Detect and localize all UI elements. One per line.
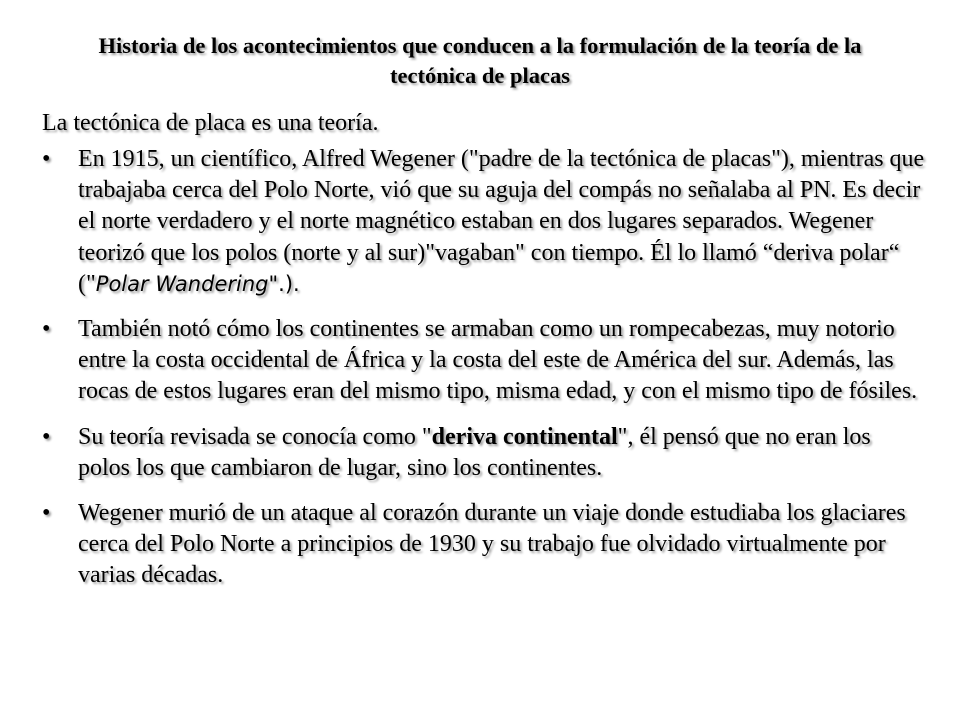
slide-title: Historia de los acontecimientos que conducen a la formulación de la teoría de la tectónica de placas — [98, 33, 862, 88]
bullet-list — [42, 144, 928, 606]
bullet-bold-term: deriva continental — [431, 423, 618, 450]
bullet-text: Wegener murió de un ataque al corazón durante un viaje donde estudiaba los glaciares cerca del Polo Norte a principios de 1930 y su trabajo fue olvidado virtualmente por varias décadas. — [78, 500, 906, 589]
bullet-tail: ".). — [268, 271, 300, 296]
bullet-item-3 — [42, 422, 928, 484]
bullet-term: Polar Wandering — [95, 271, 269, 296]
bullet-glyph: • — [42, 316, 51, 343]
bullet-item-4 — [42, 498, 928, 592]
bullet-item-1 — [42, 144, 928, 300]
bullet-glyph: • — [42, 500, 51, 527]
bullet-text: En 1915, un científico, Alfred Wegener ("padre de la tectónica de placas"), mientras que trabajaba cerca del Polo Norte, vió que su aguja del compás no señalaba al PN. Es decir el norte verdadero y el norte magnético estaban en dos lugares separados. Wegener teorizó que los polos (norte y al sur)"vagaban" con tiempo. Él lo llamó “deriva polar“ (" — [78, 146, 925, 297]
bullet-glyph: • — [42, 146, 51, 172]
bullet-text-before: Su teoría revisada se conocía como " — [78, 423, 432, 450]
bullet-glyph: • — [42, 423, 51, 450]
bullet-item-2 — [42, 314, 928, 408]
bullet-text: También notó cómo los continentes se armaban como un rompecabezas, muy notorio entre la costa occidental de África y la costa del este de América del sur. Además, las rocas de estos lugares eran del mismo tipo, misma edad, y con el mismo tipo de fósiles. — [78, 316, 918, 405]
bullet-text-after: ", él pensó que no eran los polos los que cambiaron de lugar, sino los continentes. — [78, 423, 871, 481]
intro-text: La tectónica de placa es una teoría. — [42, 110, 379, 136]
